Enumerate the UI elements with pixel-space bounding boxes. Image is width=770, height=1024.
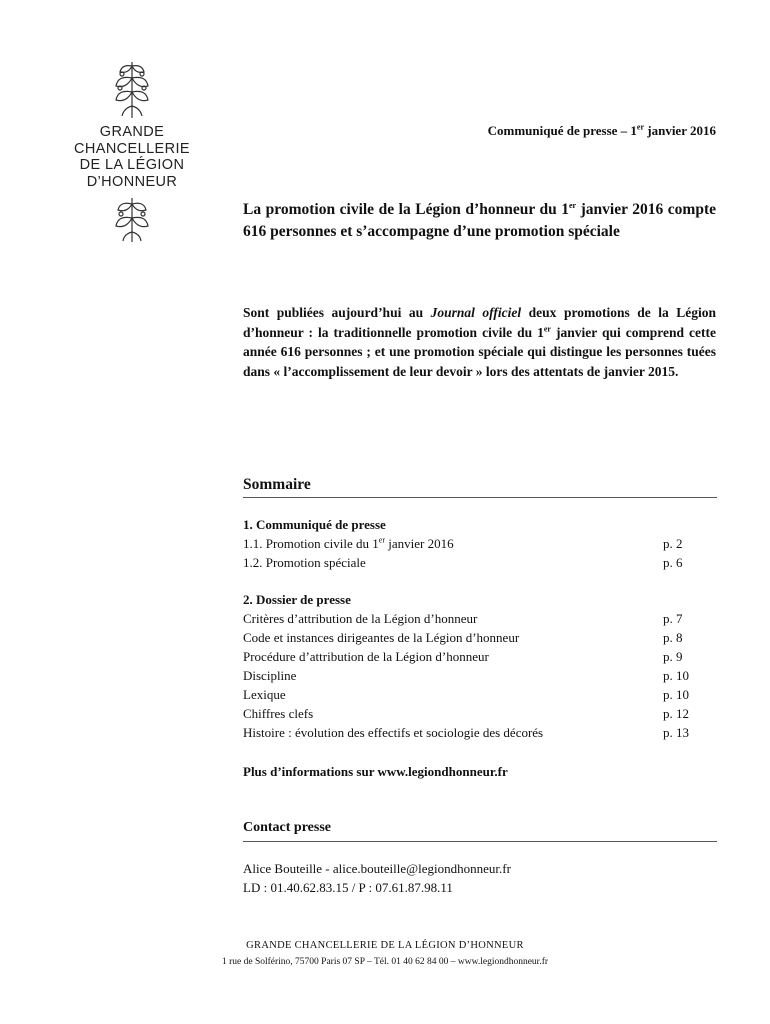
toc-row[interactable] <box>243 648 717 667</box>
toc-row[interactable] <box>243 610 717 629</box>
toc-page: p. 8 <box>663 630 683 645</box>
toc-page: p. 10 <box>663 687 689 702</box>
logo-line-1: GRANDE <box>99 124 165 140</box>
toc-row[interactable] <box>243 667 717 686</box>
toc-label: Histoire : évolution des effectifs et sociologie des décorés <box>243 725 544 740</box>
toc-label: Discipline <box>243 668 297 683</box>
contact-divider <box>243 841 717 842</box>
contact-heading: Contact presse <box>243 820 332 835</box>
contact-phone: LD : 01.40.62.83.15 / P : 07.61.87.98.11 <box>243 880 453 895</box>
laurel-emblem-icon <box>108 196 156 244</box>
toc-page: p. 7 <box>663 611 683 626</box>
toc-section-1-title: 1. Communiqué de presse <box>243 517 386 532</box>
toc-row[interactable] <box>243 535 717 554</box>
toc-label: Chiffres clefs <box>243 706 314 721</box>
toc-row[interactable] <box>243 554 717 573</box>
logo-line-4: D’HONNEUR <box>86 173 178 190</box>
footer-org: GRANDE CHANCELLERIE DE LA LÉGION D’HONNEUR <box>246 940 524 951</box>
press-release-date: Communiqué de presse – 1er janvier 2016 <box>487 122 716 138</box>
toc-label: Code et instances dirigeantes de la Légion d’honneur <box>243 630 520 645</box>
toc-section-2-title: 2. Dossier de presse <box>243 592 351 607</box>
toc-label: Lexique <box>243 687 286 702</box>
toc-page: p. 12 <box>663 706 689 721</box>
toc-page: p. 9 <box>663 649 683 664</box>
toc-label: Procédure d’attribution de la Légion d’honneur <box>243 649 489 664</box>
toc-page: p. 2 <box>663 536 683 551</box>
lead-paragraph: Sont publiées aujourd’hui au Journal officiel deux promotions de la Légion d’honneur : la traditionnelle promotion civile du 1er janvier qui comprend cette année 616 personnes ; et une promotion spéciale qui distingue les personnes tuées dans « l’accomplissement de leur devoir » lors des attentats de janvier 2015. <box>243 305 717 379</box>
toc-page: p. 13 <box>663 725 689 740</box>
toc-row[interactable] <box>243 705 717 724</box>
toc-label: 1.2. Promotion spéciale <box>243 555 366 570</box>
toc-label: Critères d’attribution de la Légion d’honneur <box>243 611 478 626</box>
summary-heading: Sommaire <box>243 476 311 493</box>
footer-address: 1 rue de Solférino, 75700 Paris 07 SP – Tél. 01 40 62 84 00 – www.legiondhonneur.fr <box>221 957 549 967</box>
toc-row[interactable] <box>243 724 717 743</box>
page-title: La promotion civile de la Légion d’honneur du 1er janvier 2016 compte 616 personnes et s’accompagne d’une promotion spéciale <box>243 200 716 240</box>
laurel-emblem-icon <box>108 58 156 120</box>
logo-line-3: DE LA LÉGION <box>79 157 185 173</box>
logo-line-2: CHANCELLERIE <box>74 140 190 157</box>
toc-page: p. 10 <box>663 668 689 683</box>
contact-email[interactable]: Alice Bouteille - alice.bouteille@legiondhonneur.fr <box>243 861 511 876</box>
toc-row[interactable] <box>243 686 717 705</box>
toc-label: 1.1. Promotion civile du 1er janvier 2016 <box>243 535 454 551</box>
toc-row[interactable] <box>243 629 717 648</box>
logo <box>62 58 202 244</box>
summary-divider <box>243 497 717 498</box>
more-info-link[interactable]: Plus d’informations sur www.legiondhonneur.fr <box>243 764 508 779</box>
toc-page: p. 6 <box>663 555 683 570</box>
journal-officiel: Journal officiel <box>430 305 522 320</box>
